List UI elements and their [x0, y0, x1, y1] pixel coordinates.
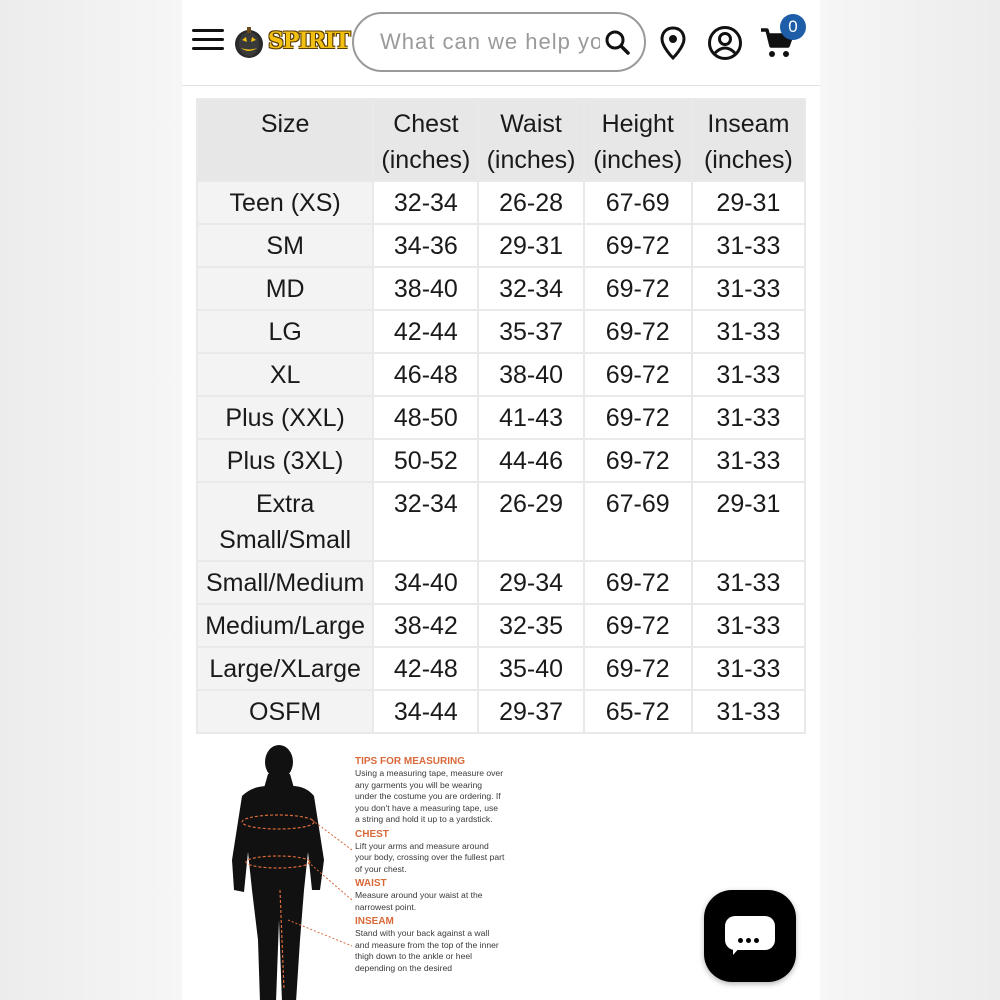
table-row — [197, 224, 805, 267]
location-pin-icon[interactable] — [660, 26, 686, 60]
pumpkin-logo-icon — [232, 22, 272, 62]
waist-cell: 29-34 — [478, 561, 583, 604]
table-row — [197, 647, 805, 690]
waist-cell: 26-29 — [478, 482, 583, 561]
inseam-cell: 31-33 — [692, 224, 805, 267]
inseam-cell: 31-33 — [692, 604, 805, 647]
inseam-cell: 29-31 — [692, 482, 805, 561]
chest-cell: 38-40 — [373, 267, 478, 310]
background-right — [818, 0, 1000, 1000]
size-cell: Teen (XS) — [197, 181, 373, 224]
waist-cell: 35-37 — [478, 310, 583, 353]
mobile-page — [182, 0, 820, 1000]
waist-cell: 26-28 — [478, 181, 583, 224]
table-row — [197, 181, 805, 224]
background-left — [0, 0, 182, 1000]
tips-intro: Using a measuring tape, measure over any garments you will be wearing under the costume you are ordering. If you don't have a measuring tape, use a string and hold it up to a yardstick. — [355, 768, 504, 824]
height-cell: 67-69 — [584, 482, 692, 561]
inseam-tip-text: Stand with your back against a wall and measure from the top of the inner thigh down to the ankle or heel depending on the desired — [355, 928, 499, 973]
waist-cell: 32-35 — [478, 604, 583, 647]
size-cell: MD — [197, 267, 373, 310]
size-cell: OSFM — [197, 690, 373, 733]
size-cell: SM — [197, 224, 373, 267]
chest-cell: 46-48 — [373, 353, 478, 396]
table-row — [197, 561, 805, 604]
table-row — [197, 310, 805, 353]
size-cell: Medium/Large — [197, 604, 373, 647]
account-icon[interactable] — [707, 25, 743, 61]
height-cell: 69-72 — [584, 396, 692, 439]
size-cell: Extra Small/Small — [197, 482, 373, 561]
size-chart-table — [196, 98, 806, 734]
chest-tip-text: Lift your arms and measure around your body, crossing over the fullest part of your chest. — [355, 840, 505, 874]
table-row — [197, 482, 805, 561]
waist-cell: 29-31 — [478, 224, 583, 267]
chest-cell: 50-52 — [373, 439, 478, 482]
inseam-cell: 31-33 — [692, 561, 805, 604]
chest-cell: 48-50 — [373, 396, 478, 439]
brand-wordmark: SPIRIT — [268, 28, 350, 54]
size-cell: Plus (XXL) — [197, 396, 373, 439]
size-cell: XL — [197, 353, 373, 396]
column-header-waist: Waist (inches) — [478, 99, 583, 181]
table-row — [197, 604, 805, 647]
table-row — [197, 396, 805, 439]
site-header — [182, 0, 820, 86]
hamburger-menu-icon[interactable] — [192, 29, 224, 55]
height-cell: 67-69 — [584, 181, 692, 224]
search-input[interactable] — [380, 29, 600, 55]
column-header-height: Height (inches) — [584, 99, 692, 181]
height-cell: 69-72 — [584, 604, 692, 647]
search-bar[interactable] — [352, 12, 646, 72]
waist-cell: 41-43 — [478, 396, 583, 439]
chat-icon — [725, 916, 775, 950]
size-cell: Plus (3XL) — [197, 439, 373, 482]
chest-cell: 34-44 — [373, 690, 478, 733]
table-row — [197, 690, 805, 733]
chat-button[interactable] — [704, 890, 796, 982]
chest-cell: 42-48 — [373, 647, 478, 690]
table-row — [197, 439, 805, 482]
chest-cell: 32-34 — [373, 482, 478, 561]
inseam-cell: 31-33 — [692, 396, 805, 439]
chest-cell: 34-36 — [373, 224, 478, 267]
waist-cell: 29-37 — [478, 690, 583, 733]
waist-tip-title: WAIST — [355, 878, 387, 889]
chest-cell: 34-40 — [373, 561, 478, 604]
chest-cell: 42-44 — [373, 310, 478, 353]
height-cell: 65-72 — [584, 690, 692, 733]
height-cell: 69-72 — [584, 439, 692, 482]
height-cell: 69-72 — [584, 224, 692, 267]
height-cell: 69-72 — [584, 353, 692, 396]
column-header-chest: Chest (inches) — [373, 99, 478, 181]
waist-tip-text: Measure around your waist at the narrowest point. — [355, 890, 483, 912]
chest-cell: 32-34 — [373, 181, 478, 224]
chest-tip-title: CHEST — [355, 828, 389, 840]
height-cell: 69-72 — [584, 310, 692, 353]
size-cell: LG — [197, 310, 373, 353]
spirit-logo[interactable] — [232, 22, 350, 62]
waist-cell: 35-40 — [478, 647, 583, 690]
inseam-cell: 31-33 — [692, 439, 805, 482]
waist-cell: 38-40 — [478, 353, 583, 396]
size-cell: Small/Medium — [197, 561, 373, 604]
inseam-cell: 31-33 — [692, 353, 805, 396]
chest-cell: 38-42 — [373, 604, 478, 647]
height-cell: 69-72 — [584, 267, 692, 310]
table-row — [197, 267, 805, 310]
cart-count-badge: 0 — [780, 14, 806, 40]
table-header-row — [197, 99, 805, 181]
inseam-cell: 31-33 — [692, 690, 805, 733]
search-icon[interactable] — [604, 29, 630, 55]
height-cell: 69-72 — [584, 561, 692, 604]
column-header-size: Size — [197, 99, 373, 181]
inseam-cell: 31-33 — [692, 647, 805, 690]
size-cell: Large/XLarge — [197, 647, 373, 690]
waist-cell: 44-46 — [478, 439, 583, 482]
inseam-tip-title: INSEAM — [355, 916, 394, 927]
waist-cell: 32-34 — [478, 267, 583, 310]
inseam-cell: 31-33 — [692, 310, 805, 353]
inseam-cell: 29-31 — [692, 181, 805, 224]
tips-title: TIPS FOR MEASURING — [355, 756, 466, 767]
inseam-cell: 31-33 — [692, 267, 805, 310]
measuring-tips-text — [355, 756, 505, 974]
table-row — [197, 353, 805, 396]
height-cell: 69-72 — [584, 647, 692, 690]
column-header-inseam: Inseam (inches) — [692, 99, 805, 181]
